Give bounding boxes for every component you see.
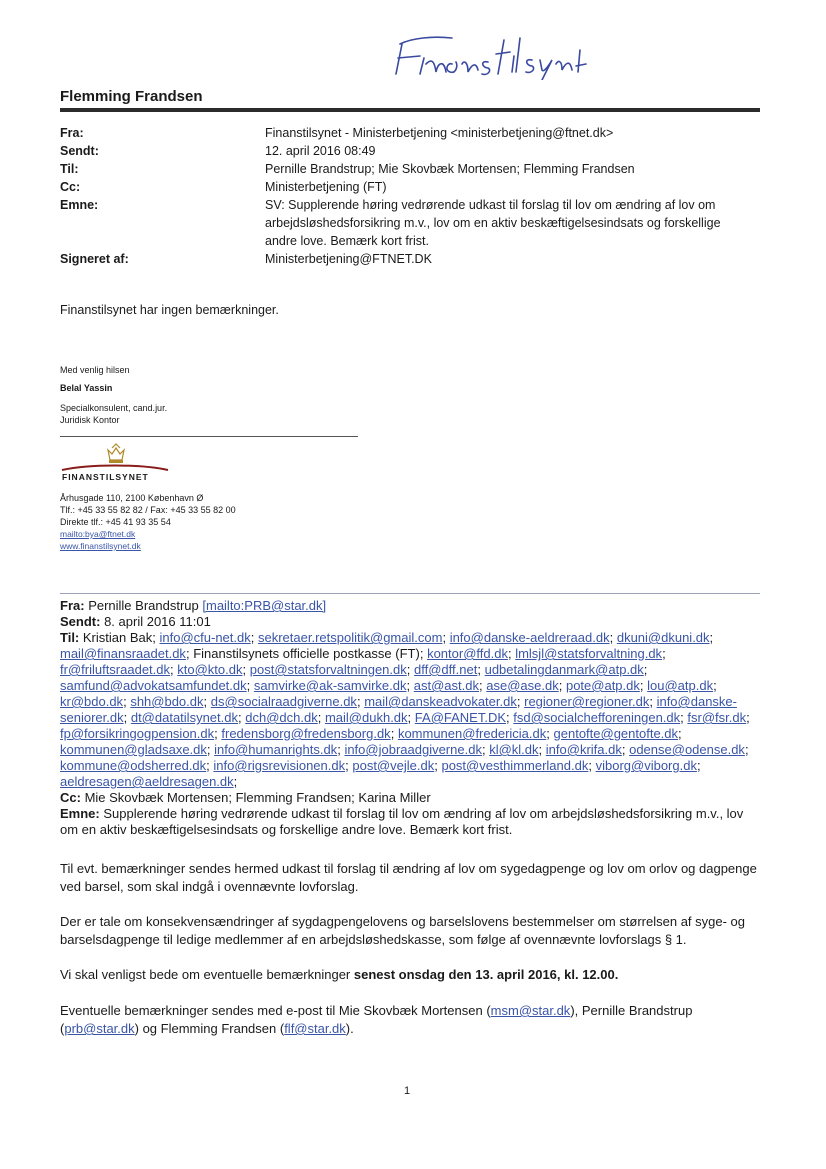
recipient-address[interactable]: fredensborg@fredensborg.dk — [221, 726, 391, 741]
signature-address — [60, 492, 236, 552]
recipient-address[interactable]: mail@finansraadet.dk — [60, 646, 186, 661]
header-row-to — [60, 160, 755, 178]
header-label: Signeret af: — [60, 252, 129, 266]
recipient-address[interactable]: dt@datatilsynet.dk — [130, 710, 238, 725]
signature-name: Belal Yassin — [60, 383, 113, 393]
recipient-address[interactable]: mail@dukh.dk — [324, 710, 408, 725]
contact-text: ), Pernille Brandstrup ( — [60, 1003, 693, 1036]
recipient-address[interactable]: FA@FANET.DK — [414, 710, 507, 725]
fwd-from-line — [60, 598, 760, 614]
page-number: 1 — [404, 1085, 411, 1097]
body-paragraph-2: Der er tale om konsekvensændringer af sygdagpengelovens og barselslovens bestemmelser om størrelsen af syge- og barselsdagpenge til ledige medlemmer af en arbejdsløshedskasse, som følge af ovennævnte lovforslags § 1. — [60, 914, 746, 947]
recipient-address[interactable]: info@jobraadgiverne.dk — [344, 742, 482, 757]
phone-line: Tlf.: +45 33 55 82 82 / Fax: +45 33 55 82 00 — [60, 505, 236, 515]
recipient-address[interactable]: kto@kto.dk — [177, 662, 243, 677]
signature-greeting: Med venlig hilsen — [60, 365, 130, 375]
recipient-address[interactable]: kontor@ffd.dk — [427, 646, 508, 661]
flf-email-link[interactable]: flf@star.dk — [284, 1021, 346, 1036]
recipient-address[interactable]: aeldresagen@aeldresagen.dk — [60, 774, 234, 789]
recipient-address[interactable]: kommunen@gladsaxe.dk — [60, 742, 207, 757]
recipient-address[interactable]: shh@bdo.dk — [130, 694, 204, 709]
signature-title: Specialkonsulent, cand.jur. — [60, 403, 168, 413]
recipient-address[interactable]: lmlsjl@statsforvaltning.dk — [515, 646, 663, 661]
fwd-subject-label: Emne: — [60, 806, 100, 821]
contact-text: ). — [345, 1021, 354, 1036]
contact-text: ) og Flemming Frandsen ( — [134, 1021, 285, 1036]
email-header — [60, 124, 755, 268]
body-paragraph-4 — [60, 1002, 760, 1038]
fwd-cc-value: Mie Skovbæk Mortensen; Flemming Frandsen; Karina Miller — [84, 790, 431, 805]
recipient-address[interactable]: ast@ast.dk — [413, 678, 479, 693]
reply-text: Finanstilsynet har ingen bemærkninger. — [60, 303, 279, 317]
recipient-address[interactable]: ds@socialraadgiverne.dk — [210, 694, 357, 709]
header-value: Ministerbetjening@FTNET.DK — [265, 252, 432, 266]
recipient-address[interactable]: odense@odense.dk — [629, 742, 745, 757]
recipient-address[interactable]: kr@bdo.dk — [60, 694, 124, 709]
fwd-sent-value: 8. april 2016 11:01 — [104, 614, 211, 629]
recipient-address[interactable]: fp@forsikringogpension.dk — [60, 726, 215, 741]
fwd-to-line — [60, 630, 760, 790]
mailto-link[interactable]: mailto:bya@ftnet.dk — [60, 529, 136, 539]
recipient-address[interactable]: sekretaer.retspolitik@gmail.com — [258, 630, 443, 645]
recipient-address[interactable]: dff@dff.net — [414, 662, 478, 677]
header-row-signed — [60, 250, 755, 268]
recipient-address[interactable]: gentofte@gentofte.dk — [553, 726, 679, 741]
address-line: Århusgade 110, 2100 København Ø — [60, 493, 204, 503]
header-label: Sendt: — [60, 144, 99, 158]
recipient-address[interactable]: samfund@advokatsamfundet.dk — [60, 678, 247, 693]
forwarded-mail-header — [60, 598, 760, 838]
recipient-address[interactable]: Finanstilsynets officielle postkasse (FT) — [193, 646, 420, 661]
header-value: Ministerbetjening (FT) — [265, 180, 387, 194]
deadline-intro: Vi skal venligst bede om eventuelle bemærkninger — [60, 967, 354, 982]
header-value: Pernille Brandstrup; Mie Skovbæk Mortensen; Flemming Frandsen — [265, 162, 635, 176]
logo-wordmark: FINANSTILSYNET — [62, 472, 149, 482]
signature-block — [60, 364, 167, 426]
body-paragraph-3 — [60, 966, 760, 984]
recipient-address[interactable]: samvirke@ak-samvirke.dk — [253, 678, 407, 693]
fwd-from-name: Pernille Brandstrup — [88, 598, 199, 613]
recipient-list: info@cfu-net.dk; sekretaer.retspolitik@gmail.com; info@danske-aeldreraad.dk; dkuni@dkuni.dk; mail@finansraadet.dk; Finanstilsynets officielle postkasse (FT); kontor@ffd.dk; lmlsjl@statsforvaltning.dk; fr@friluftsraadet.dk; kto@kto.dk; post@statsforvaltningen.dk; dff@dff.net; udbetalingdanmark@atp.dk; samfund@advokatsamfundet.dk; samvirke@ak-samvirke.dk; ast@ast.dk; ase@ase.dk; pote@atp.dk; lou@atp.dk; kr@bdo.dk; shh@bdo.dk; ds@socialraadgiverne.dk; mail@danskeadvokater.dk; regioner@regioner.dk; info@danske-seniorer.dk; dt@datatilsynet.dk; dch@dch.dk; mail@dukh.dk; FA@FANET.DK; fsd@socialchefforeningen.dk; fsr@fsr.dk; fp@forsikringogpension.dk; fredensborg@fredensborg.dk; kommunen@fredericia.dk; gentofte@gentofte.dk; kommunen@gladsaxe.dk; info@humanrights.dk; info@jobraadgiverne.dk; kl@kl.dk; info@krifa.dk; odense@odense.dk; kommune@odsherred.dk; info@rigsrevisionen.dk; post@vejle.dk; post@vesthimmerland.dk; viborg@viborg.dk; aeldresagen@aeldresagen.dk; — [60, 630, 750, 789]
recipient-address[interactable]: post@vesthimmerland.dk — [441, 758, 589, 773]
recipient-address[interactable]: udbetalingdanmark@atp.dk — [484, 662, 644, 677]
recipient-address[interactable]: fsd@socialchefforeningen.dk — [513, 710, 681, 725]
recipient-address[interactable]: mail@danskeadvokater.dk — [364, 694, 517, 709]
contact-text: Eventuelle bemærkninger sendes med e-post til Mie Skovbæk Mortensen ( — [60, 1003, 491, 1018]
header-label: Fra: — [60, 126, 84, 140]
header-row-subject — [60, 196, 755, 250]
recipient-address[interactable]: ase@ase.dk — [486, 678, 559, 693]
recipient-address[interactable]: post@statsforvaltningen.dk — [249, 662, 407, 677]
recipient-address[interactable]: info@krifa.dk — [545, 742, 622, 757]
forward-divider — [60, 593, 760, 594]
recipient-address[interactable]: lou@atp.dk — [647, 678, 714, 693]
body-paragraph-1: Til evt. bemærkninger sendes hermed udkast til forslag til ændring af lov om sygedagpenge og lov om orlov og dagpenge ved barsel, som skal indgå i ovennævnte lovforslag. — [60, 861, 757, 894]
fwd-sent-label: Sendt: — [60, 614, 101, 629]
header-divider — [60, 108, 760, 112]
msm-email-link[interactable]: msm@star.dk — [490, 1003, 571, 1018]
header-value: 12. april 2016 08:49 — [265, 144, 376, 158]
recipient-address[interactable]: fsr@fsr.dk — [687, 710, 747, 725]
header-value: SV: Supplerende høring vedrørende udkast til forslag til lov om ændring af lov om arbejdsløshedsforsikring m.v., lov om en aktiv beskæftigelsesindsats og forskellige andre love. Bemærk kort frist. — [265, 198, 721, 248]
deadline-date: senest onsdag den 13. april 2016, kl. 12.00. — [353, 967, 619, 982]
recipient-address[interactable]: fr@friluftsraadet.dk — [60, 662, 171, 677]
header-label: Til: — [60, 162, 79, 176]
header-row-cc — [60, 178, 755, 196]
recipient-address[interactable]: info@danske-aeldreraad.dk — [449, 630, 610, 645]
fwd-subject-value: Supplerende høring vedrørende udkast til forslag til lov om ændring af lov om arbejdsløshedsforsikring m.v., lov om en aktiv beskæftigelsesindsats og forskellige andre love. Bemærk kort frist. — [60, 806, 744, 837]
finanstilsynet-crown-logo — [60, 442, 170, 490]
recipient-address[interactable]: info@humanrights.dk — [214, 742, 338, 757]
fwd-to-label: Til: — [60, 630, 80, 645]
recipient-address[interactable]: info@rigsrevisionen.dk — [213, 758, 346, 773]
header-row-sent — [60, 142, 755, 160]
header-label: Cc: — [60, 180, 81, 194]
fwd-subject-line — [60, 806, 760, 838]
recipient-address[interactable]: viborg@viborg.dk — [595, 758, 697, 773]
fwd-from-link[interactable]: [mailto:PRB@star.dk] — [202, 598, 327, 613]
recipient-address[interactable]: kl@kl.dk — [489, 742, 539, 757]
recipient-address[interactable]: kommune@odsherred.dk — [60, 758, 207, 773]
finanstilsynet-handwritten-stamp — [392, 30, 592, 80]
recipient-address[interactable]: dkuni@dkuni.dk — [616, 630, 710, 645]
signature-dept: Juridisk Kontor — [60, 415, 120, 425]
document-owner-name: Flemming Frandsen — [60, 88, 203, 105]
header-label: Emne: — [60, 198, 99, 212]
recipient-address[interactable]: dch@dch.dk — [245, 710, 318, 725]
recipient-address[interactable]: info@cfu-net.dk — [159, 630, 251, 645]
fwd-to-first: Kristian Bak; — [82, 630, 156, 645]
recipient-address[interactable]: info@danske-seniorer.dk — [60, 694, 737, 725]
recipient-address[interactable]: post@vejle.dk — [352, 758, 435, 773]
fwd-cc-label: Cc: — [60, 790, 81, 805]
direct-phone-line: Direkte tlf.: +45 41 93 35 54 — [60, 517, 171, 527]
recipient-address[interactable]: kommunen@fredericia.dk — [397, 726, 547, 741]
signature-divider — [60, 436, 358, 437]
fwd-sent-line — [60, 614, 760, 630]
prb-email-link[interactable]: prb@star.dk — [64, 1021, 135, 1036]
website-link[interactable]: www.finanstilsynet.dk — [60, 541, 141, 551]
fwd-cc-line — [60, 790, 760, 806]
fwd-from-label: Fra: — [60, 598, 85, 613]
recipient-address[interactable]: regioner@regioner.dk — [524, 694, 650, 709]
header-row-from — [60, 124, 755, 142]
recipient-address[interactable]: pote@atp.dk — [565, 678, 640, 693]
header-value: Finanstilsynet - Ministerbetjening <ministerbetjening@ftnet.dk> — [265, 126, 614, 140]
